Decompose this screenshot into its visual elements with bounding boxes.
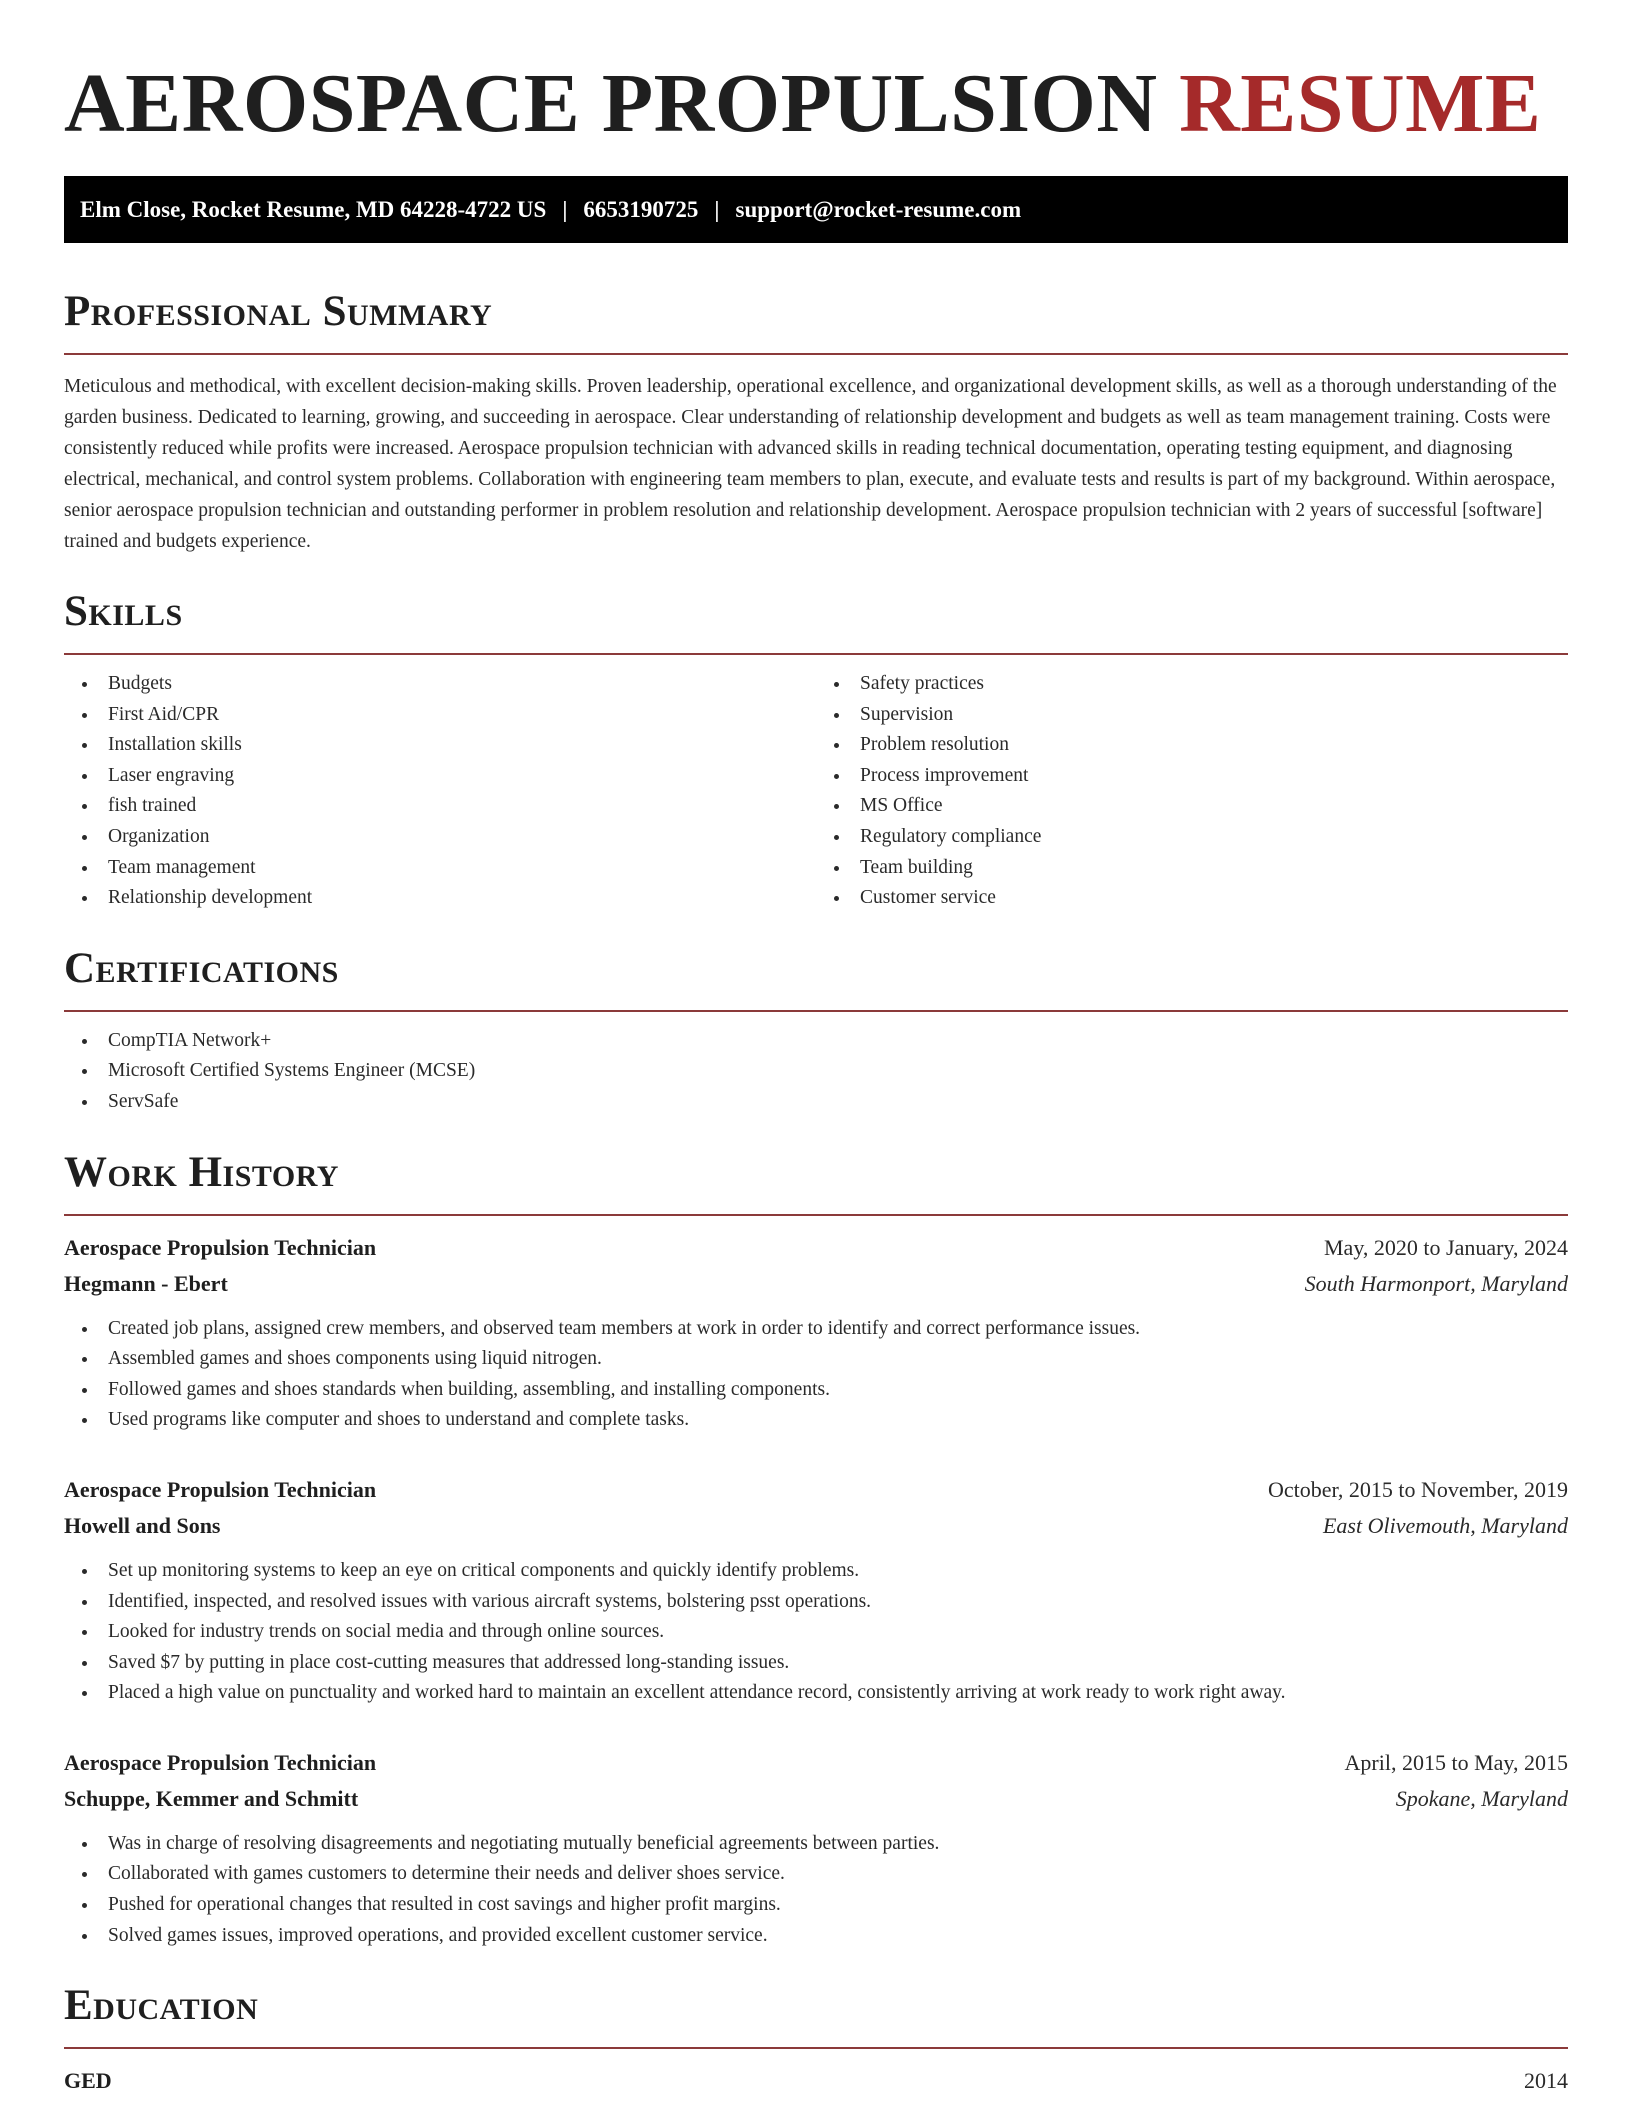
job-company: Hegmann - Ebert bbox=[64, 1270, 228, 1296]
skills-heading: Skills bbox=[64, 588, 183, 635]
education-row bbox=[64, 2063, 1568, 2099]
job-bullets bbox=[64, 1314, 1568, 1436]
job-bullets bbox=[64, 1556, 1568, 1709]
job-bullet: Set up monitoring systems to keep an eye on critical components and quickly identify problems. bbox=[108, 1556, 1568, 1587]
job-bullet: Pushed for operational changes that resulted in cost savings and higher profit margins. bbox=[108, 1890, 1568, 1921]
skill-item: Customer service bbox=[860, 883, 1568, 914]
certifications-heading: Certifications bbox=[64, 944, 339, 992]
skill-item: MS Office bbox=[860, 791, 1568, 822]
skills-list-right bbox=[816, 669, 1568, 914]
skill-item: First Aid/CPR bbox=[108, 700, 816, 731]
job-location: East Olivemouth, Maryland bbox=[1322, 1512, 1568, 1538]
job-bullet: Collaborated with games customers to determine their needs and deliver shoes service. bbox=[108, 1859, 1568, 1890]
contact-phone: 6653190725 bbox=[583, 196, 699, 222]
work-history-heading: Work History bbox=[64, 1148, 339, 1196]
skill-item: Organization bbox=[108, 822, 816, 853]
summary-text: Meticulous and methodical, with excellent decision-making skills. Proven leadership, operational excellence, and organizational development skills, as well as a thorough understanding of the garden business. Dedicated to learning, growing, and succeeding in aerospace. Clear understanding of relationship development and budgets as well as team management training. Costs were consistently reduced while profits were increased. Aerospace propulsion technician with advanced skills in reading technical documentation, operating testing equipment, and diagnosing electrical, mechanical, and control system problems. Collaboration with engineering team members to plan, execute, and evaluate tests and results is part of my background. Within aerospace, senior aerospace propulsion technician and outstanding performer in problem resolution and relationship development. Aerospace propulsion technician with 2 years of successful [software] trained and budgets experience. bbox=[64, 376, 1557, 552]
job-bullets bbox=[64, 1829, 1568, 1951]
page-title bbox=[64, 0, 1568, 152]
skill-item: Problem resolution bbox=[860, 730, 1568, 761]
skills-grid bbox=[64, 655, 1568, 914]
section-divider bbox=[64, 1010, 1568, 1012]
job-title: Aerospace Propulsion Technician bbox=[64, 1234, 377, 1260]
job-title: Aerospace Propulsion Technician bbox=[64, 1476, 377, 1502]
job-bullet: Identified, inspected, and resolved issues with various aircraft systems, bolstering psst operations. bbox=[108, 1587, 1568, 1618]
contact-address: Elm Close, Rocket Resume, MD 64228-4722 US bbox=[80, 196, 547, 222]
job-location: South Harmonport, Maryland bbox=[1304, 1270, 1568, 1296]
certification-item: ServSafe bbox=[108, 1087, 1568, 1118]
skill-item: Safety practices bbox=[860, 669, 1568, 700]
job-dates: April, 2015 to May, 2015 bbox=[1344, 1749, 1568, 1775]
skill-item: Process improvement bbox=[860, 761, 1568, 792]
title-main: AEROSPACE PROPULSION bbox=[64, 57, 1158, 150]
section-divider bbox=[64, 2047, 1568, 2049]
job-dates: May, 2020 to January, 2024 bbox=[1324, 1234, 1568, 1260]
contact-bar bbox=[64, 176, 1568, 243]
skills-list-left bbox=[64, 669, 816, 914]
skill-item: Laser engraving bbox=[108, 761, 816, 792]
skill-item: Budgets bbox=[108, 669, 816, 700]
certification-item: Microsoft Certified Systems Engineer (MCSE) bbox=[108, 1056, 1568, 1087]
job-company-row bbox=[64, 1508, 1568, 1544]
job-entry bbox=[64, 1472, 1568, 1709]
job-bullet: Created job plans, assigned crew members, and observed team members at work in order to identify and correct performance issues. bbox=[108, 1314, 1568, 1345]
skill-item: Relationship development bbox=[108, 883, 816, 914]
skill-item: Supervision bbox=[860, 700, 1568, 731]
job-title: Aerospace Propulsion Technician bbox=[64, 1749, 377, 1775]
skill-item: Team management bbox=[108, 853, 816, 884]
job-header-row bbox=[64, 1472, 1568, 1508]
summary-heading: Professional Summary bbox=[64, 288, 493, 335]
contact-separator: | bbox=[562, 196, 568, 222]
skill-item: Installation skills bbox=[108, 730, 816, 761]
contact-separator: | bbox=[714, 196, 720, 222]
education-heading: Education bbox=[64, 1982, 259, 2030]
job-bullet: Solved games issues, improved operations, and provided excellent customer service. bbox=[108, 1921, 1568, 1952]
job-company: Howell and Sons bbox=[64, 1512, 221, 1538]
certifications-list bbox=[64, 1026, 1568, 1118]
job-header-row bbox=[64, 1745, 1568, 1781]
job-bullet: Assembled games and shoes components using liquid nitrogen. bbox=[108, 1344, 1568, 1375]
education-year: 2014 bbox=[1524, 2068, 1568, 2094]
job-dates: October, 2015 to November, 2019 bbox=[1267, 1476, 1568, 1502]
job-location: Spokane, Maryland bbox=[1395, 1785, 1568, 1811]
job-bullet: Looked for industry trends on social media and through online sources. bbox=[108, 1617, 1568, 1648]
section-divider bbox=[64, 353, 1568, 355]
job-bullet: Placed a high value on punctuality and worked hard to maintain an excellent attendance record, consistently arriving at work ready to work right away. bbox=[108, 1678, 1568, 1709]
contact-email: support@rocket-resume.com bbox=[735, 196, 1022, 222]
job-company: Schuppe, Kemmer and Schmitt bbox=[64, 1785, 359, 1811]
job-bullet: Followed games and shoes standards when building, assembling, and installing components. bbox=[108, 1375, 1568, 1406]
title-accent: RESUME bbox=[1179, 57, 1542, 150]
education-entry bbox=[64, 2063, 1568, 2099]
job-company-row bbox=[64, 1781, 1568, 1817]
job-entry bbox=[64, 1745, 1568, 1951]
skill-item: Regulatory compliance bbox=[860, 822, 1568, 853]
certification-item: CompTIA Network+ bbox=[108, 1026, 1568, 1057]
job-company-row bbox=[64, 1266, 1568, 1302]
job-bullet: Saved $7 by putting in place cost-cutting measures that addressed long-standing issues. bbox=[108, 1648, 1568, 1679]
job-entry bbox=[64, 1230, 1568, 1436]
job-bullet: Was in charge of resolving disagreements and negotiating mutually beneficial agreements between parties. bbox=[108, 1829, 1568, 1860]
job-bullet: Used programs like computer and shoes to understand and complete tasks. bbox=[108, 1405, 1568, 1436]
section-divider bbox=[64, 1214, 1568, 1216]
skill-item: Team building bbox=[860, 853, 1568, 884]
education-degree: GED bbox=[64, 2068, 112, 2094]
skill-item: fish trained bbox=[108, 791, 816, 822]
job-header-row bbox=[64, 1230, 1568, 1266]
